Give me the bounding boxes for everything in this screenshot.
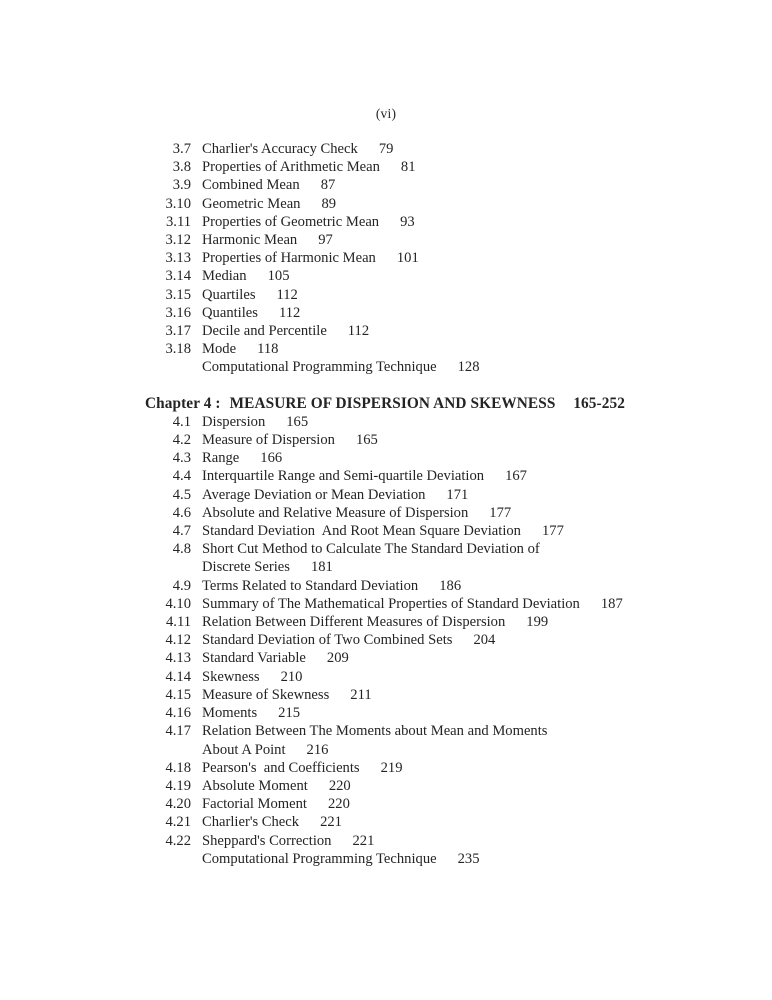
page-folio: (vi) [375,106,397,121]
entry-title: Relation Between Different Measures of Dispersion [202,614,506,631]
entry-number: 3.18 [165,341,191,358]
toc-entry [145,832,625,850]
toc-entry [145,431,625,449]
entry-page: 101 [396,250,419,267]
entry-number: 4.2 [172,432,191,449]
entry-number: 4.18 [165,759,191,776]
entry-title: Properties of Geometric Mean [202,213,380,230]
entry-title: Interquartile Range and Semi-quartile Deviation [202,468,485,485]
entry-title: Absolute Moment [202,777,308,794]
entry-page: 166 [260,450,283,467]
entry-title: Range [202,450,240,467]
entry-title: Combined Mean [202,177,300,194]
toc-entry [145,213,625,231]
chapter-page-range: 165-252 [573,394,625,412]
entry-page: 215 [278,705,301,722]
entry-number: 3.8 [172,159,191,176]
entry-title: Absolute and Relative Measure of Dispersion [202,504,469,521]
entry-number: 4.20 [165,796,191,813]
entry-page: 97 [318,232,333,249]
entry-page: 221 [320,814,342,831]
toc-entry [145,413,625,431]
entry-number: 4.10 [165,595,191,612]
toc-entry [145,486,625,504]
toc-entry [145,449,625,467]
toc-entry [145,304,625,322]
entry-number: 4.16 [165,705,191,722]
chapter-heading-text [145,395,555,413]
entry-page: 204 [473,632,496,649]
entry-number: 4.7 [172,523,191,540]
entry-title: Skewness [202,668,260,685]
entry-page: 112 [347,323,370,340]
toc-entry [145,704,625,722]
toc-entry [145,686,625,704]
chapter-label: Chapter 4 : [145,394,221,412]
entry-number: 4.1 [172,413,191,430]
toc-entry [145,158,625,176]
entry-page: 177 [489,504,512,521]
entry-number: 3.15 [165,286,191,303]
entry-title: Properties of Harmonic Mean [202,250,376,267]
entry-number: 3.10 [165,195,191,212]
entry-title: Computational Programming Technique [202,850,437,867]
entry-page: 112 [278,304,301,321]
toc-entry [145,176,625,194]
entry-title: About A Point [202,741,286,758]
entry-title: Measure of Skewness [202,686,330,703]
entry-title: Dispersion [202,413,266,430]
toc-entry [145,504,625,522]
entry-title: Standard Deviation And Root Mean Square Deviation [202,523,521,540]
toc-entry [145,540,625,558]
entry-page: 171 [446,486,469,503]
entry-number: 4.22 [165,832,191,849]
toc-entry [145,722,625,740]
entry-page: 128 [457,359,480,376]
toc-entry [145,340,625,358]
entry-number: 4.15 [165,686,191,703]
entry-title: Median [202,268,247,285]
entry-page: 216 [306,741,329,758]
entry-title: Charlier's Accuracy Check [202,141,358,157]
entry-page: 221 [352,832,375,849]
toc-entry [145,813,625,831]
entry-title: Factorial Moment [202,796,307,813]
entry-number: 3.11 [166,213,191,230]
entry-number: 3.16 [165,304,191,321]
entry-number: 3.14 [165,268,191,285]
entry-title: Short Cut Method to Calculate The Standard Deviation of [202,541,540,558]
toc-entry [145,777,625,795]
entry-page: 81 [400,159,416,176]
entry-number: 3.17 [165,323,191,340]
chapter-heading [145,395,625,413]
entry-page: 187 [600,595,623,612]
entry-number: 4.6 [172,504,191,521]
entry-page: 186 [439,577,462,594]
toc-entry [145,358,625,376]
entry-number: 4.12 [165,632,191,649]
entry-page: 93 [400,213,415,230]
entry-title: Pearson's and Coefficients [202,759,360,776]
toc-entry [145,631,625,649]
toc-entry [145,322,625,340]
entry-page: 87 [320,177,336,194]
toc-entry [145,741,625,759]
entry-page: 165 [355,432,378,449]
entry-page: 219 [380,759,403,776]
entry-number: 4.21 [165,814,191,831]
entry-title: Mode [202,341,237,358]
entry-page: 112 [276,286,298,303]
entry-page: 105 [267,268,290,285]
entry-page: 211 [350,686,372,703]
toc-entry [145,668,625,686]
entry-number: 4.14 [165,668,191,685]
entry-title: Decile and Percentile [202,323,327,340]
toc-entry [145,613,625,631]
chapter-title: MEASURE OF DISPERSION AND SKEWNESS [229,394,556,412]
entry-title: Computational Programming Technique [202,359,437,376]
toc-entry [145,795,625,813]
toc-entry [145,522,625,540]
toc-entry [145,759,625,777]
entry-number: 4.11 [166,614,191,631]
entry-number: 4.4 [172,468,191,485]
entry-page: 235 [457,850,480,867]
entry-title: Sheppard's Correction [202,832,332,849]
entry-title: Summary of The Mathematical Properties of Standard Deviation [202,595,580,612]
entry-title: Quantiles [202,304,258,321]
entry-title: Harmonic Mean [202,232,298,249]
entry-number: 4.17 [165,723,191,740]
entry-title: Properties of Arithmetic Mean [202,159,380,176]
entry-page: 210 [280,668,303,685]
entry-number: 3.7 [172,141,191,157]
toc-entry [145,558,625,576]
entry-title: Terms Related to Standard Deviation [202,577,419,594]
toc-entry [145,267,625,285]
entry-page: 199 [526,614,549,631]
entry-title: Moments [202,705,258,722]
toc-entry [145,595,625,613]
entry-number: 4.8 [172,541,191,558]
entry-number: 3.13 [165,250,191,267]
entry-number: 4.9 [172,577,191,594]
toc-entry [145,231,625,249]
entry-title: Geometric Mean [202,195,301,212]
entry-number: 3.9 [172,177,191,194]
entry-title: Charlier's Check [202,814,300,831]
toc [145,140,625,868]
entry-number: 4.5 [172,486,191,503]
entry-page: 220 [328,777,351,794]
entry-page: 167 [505,468,527,485]
entry-title: Discrete Series [202,559,290,576]
entry-title: Quartiles [202,286,256,303]
toc-entry [145,195,625,213]
entry-page: 209 [326,650,349,667]
entry-page: 165 [286,413,309,430]
entry-number: 4.3 [172,450,191,467]
toc-entry [145,249,625,267]
entry-page: 79 [378,141,394,157]
entry-title: Standard Deviation of Two Combined Sets [202,632,453,649]
entry-page: 220 [327,796,350,813]
toc-entry [145,286,625,304]
toc-entry [145,850,625,868]
entry-number: 3.12 [165,232,191,249]
toc-entry [145,649,625,667]
entry-number: 4.13 [165,650,191,667]
entry-title: Standard Variable [202,650,306,667]
toc-entry [145,467,625,485]
toc-entry [145,577,625,595]
entry-title: Relation Between The Moments about Mean and Moments [202,723,548,740]
entry-page: 181 [310,559,333,576]
entry-title: Measure of Dispersion [202,432,335,449]
entry-page: 89 [321,195,337,212]
entry-page: 118 [257,341,279,358]
toc-entry [145,140,625,158]
entry-title: Average Deviation or Mean Deviation [202,486,426,503]
entry-page: 177 [541,523,564,540]
entry-number: 4.19 [165,777,191,794]
